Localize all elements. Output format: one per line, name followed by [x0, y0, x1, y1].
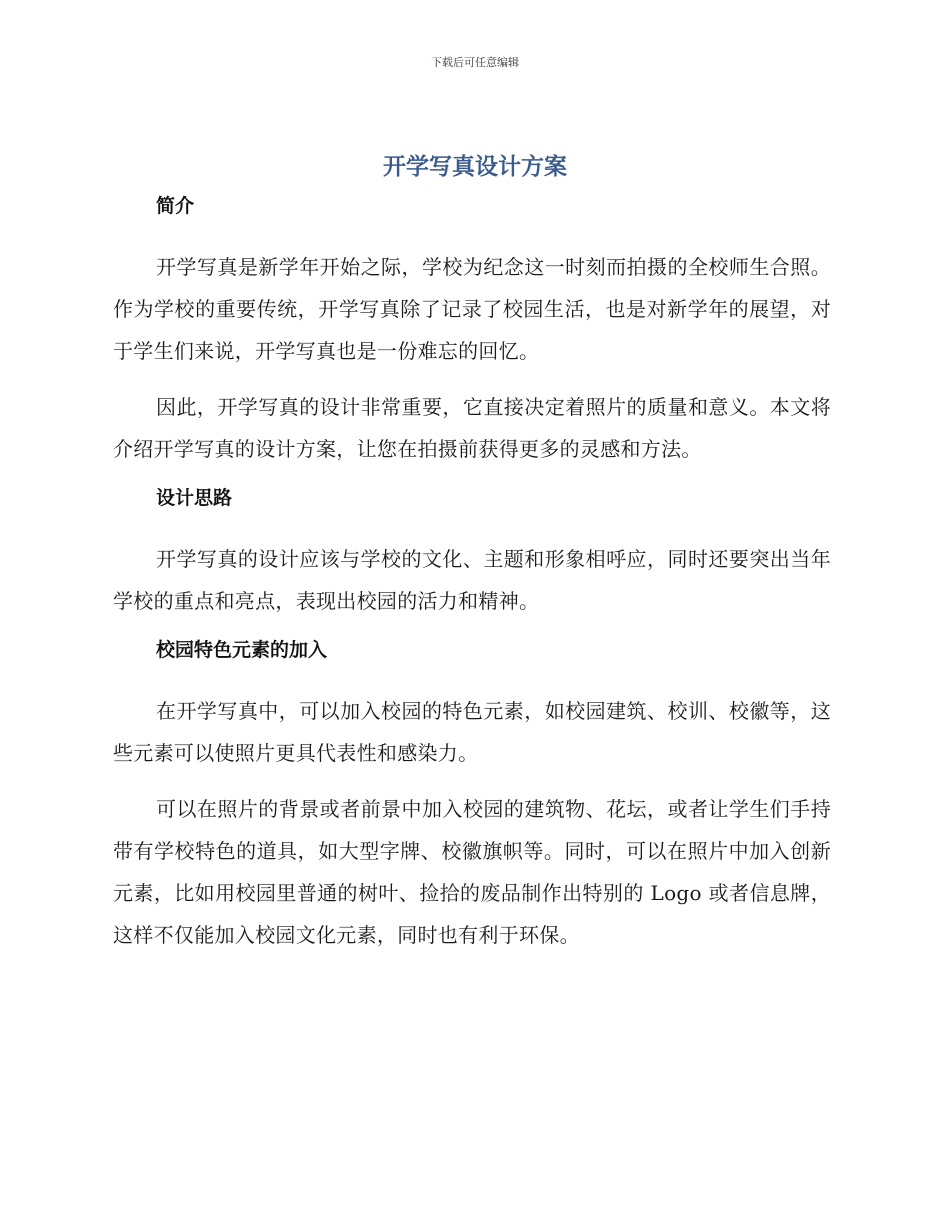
document-title: 开学写真设计方案: [383, 154, 567, 180]
document-body: [113, 192, 831, 956]
section-heading-intro: 简介: [156, 195, 195, 217]
section-heading-design-idea: 设计思路: [156, 487, 233, 509]
paragraph-intro-1: 开学写真是新学年开始之际，学校为纪念这一时刻而拍摄的全校师生合照。作为学校的重要传统，开学写真除了记录了校园生活，也是对新学年的展望，对于学生们来说，开学写真也是一份难忘的回忆。: [113, 255, 831, 363]
paragraph-campus-elements-2: 可以在照片的背景或者前景中加入校园的建筑物、花坛，或者让学生们手持带有学校特色的道具，如大型字牌、校徽旗帜等。同时，可以在照片中加入创新元素，比如用校园里普通的树叶、捡拾的废品制作出特别的 Logo 或者信息牌，这样不仅能加入校园文化元素，同时也有利于环保。: [113, 797, 831, 947]
section-heading-campus-elements: 校园特色元素的加入: [156, 639, 328, 661]
paragraph-design-idea-1: 开学写真的设计应该与学校的文化、主题和形象相呼应，同时还要突出当年学校的重点和亮点，表现出校园的活力和精神。: [113, 547, 831, 613]
paragraph-campus-elements-1: 在开学写真中，可以加入校园的特色元素，如校园建筑、校训、校徽等，这些元素可以使照片更具代表性和感染力。: [113, 699, 831, 765]
page-header-note: 下载后可任意编辑: [431, 56, 519, 69]
paragraph-intro-2: 因此，开学写真的设计非常重要，它直接决定着照片的质量和意义。本文将介绍开学写真的设计方案，让您在拍摄前获得更多的灵感和方法。: [113, 395, 831, 461]
